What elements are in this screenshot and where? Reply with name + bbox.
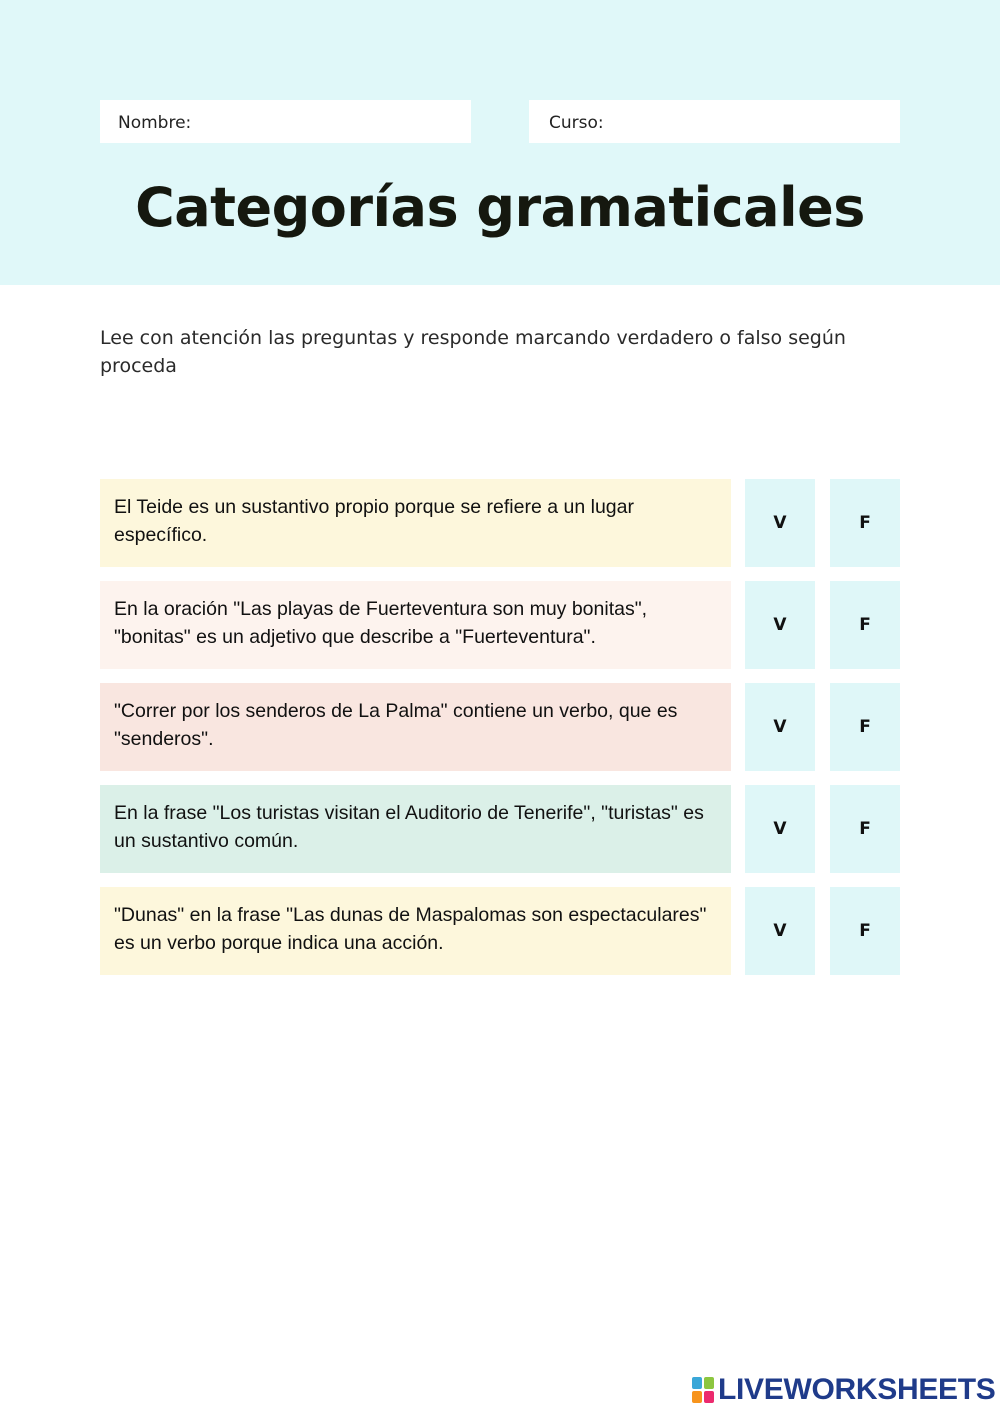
question-statement: "Dunas" en la frase "Las dunas de Maspalomas son espectaculares" es un verbo porque indica una acción.: [100, 887, 731, 975]
course-field[interactable]: [529, 100, 900, 143]
true-option-button[interactable]: V: [745, 887, 815, 975]
false-option-button[interactable]: F: [830, 479, 900, 567]
true-option-button[interactable]: V: [745, 785, 815, 873]
question-row-5: [100, 887, 900, 975]
liveworksheets-logo-icon: [692, 1377, 714, 1403]
logo-text: LIVEWORKSHEETS: [718, 1373, 996, 1406]
question-statement: "Correr por los senderos de La Palma" contiene un verbo, que es "senderos".: [100, 683, 731, 771]
true-option-button[interactable]: V: [745, 479, 815, 567]
question-row-3: [100, 683, 900, 771]
instructions-text: Lee con atención las preguntas y responde marcando verdadero o falso según proceda: [100, 327, 846, 377]
question-statement: En la oración "Las playas de Fuerteventura son muy bonitas", "bonitas" es un adjetivo que describe a "Fuerteventura".: [100, 581, 731, 669]
liveworksheets-logo: [692, 1374, 996, 1406]
question-row-2: [100, 581, 900, 669]
page-title: Categorías gramaticales: [135, 176, 865, 239]
course-label: Curso:: [549, 113, 604, 133]
question-statement: El Teide es un sustantivo propio porque se refiere a un lugar específico.: [100, 479, 731, 567]
question-statement: En la frase "Los turistas visitan el Auditorio de Tenerife", "turistas" es un sustantivo común.: [100, 785, 731, 873]
name-field[interactable]: [100, 100, 471, 143]
true-option-button[interactable]: V: [745, 581, 815, 669]
true-option-button[interactable]: V: [745, 683, 815, 771]
name-label: Nombre:: [118, 113, 192, 133]
question-row-1: [100, 479, 900, 567]
false-option-button[interactable]: F: [830, 887, 900, 975]
question-row-4: [100, 785, 900, 873]
false-option-button[interactable]: F: [830, 785, 900, 873]
false-option-button[interactable]: F: [830, 581, 900, 669]
false-option-button[interactable]: F: [830, 683, 900, 771]
